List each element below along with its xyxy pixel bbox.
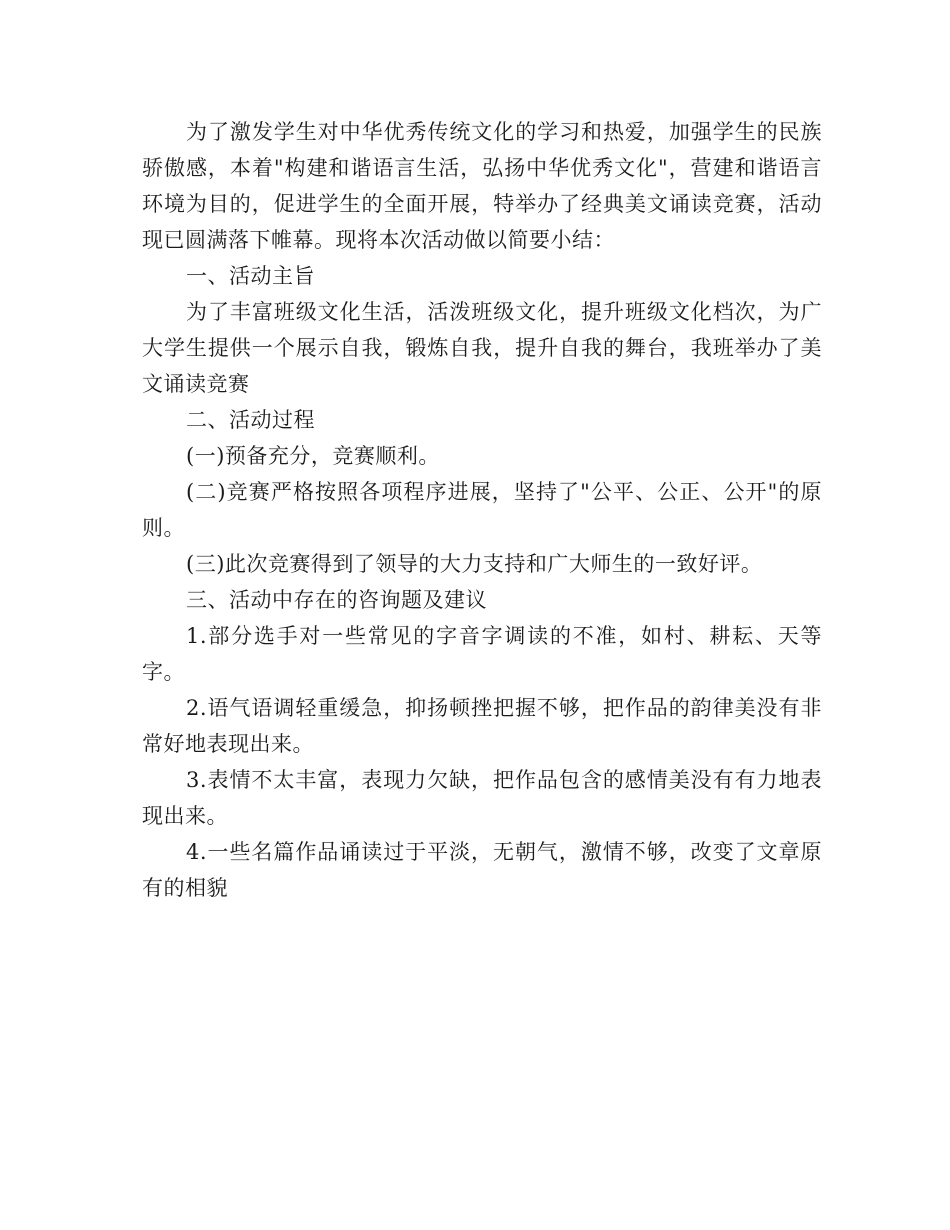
section-heading-issues: 三、活动中存在的咨询题及建议 — [186, 588, 487, 612]
purpose-paragraph: 为了丰富班级文化生活，活泼班级文化，提升班级文化档次，为广大学生提供一个展示自我，锻炼自我，提升自我的舞台，我班举办了美文诵读竞赛 — [142, 300, 822, 396]
section-heading-purpose: 一、活动主旨 — [186, 264, 315, 288]
section-heading-process: 二、活动过程 — [186, 408, 315, 432]
issue-item: 1.部分选手对一些常见的字音字调读的不准，如村、耕耘、天等字。 — [142, 624, 822, 684]
process-item: (三)此次竞赛得到了领导的大力支持和广大师生的一致好评。 — [186, 552, 763, 576]
process-item: (二)竞赛严格按照各项程序进展，坚持了"公平、公正、公开"的原则。 — [142, 480, 822, 540]
process-item: (一)预备充分，竞赛顺利。 — [186, 444, 440, 468]
issue-item: 3.表情不太丰富，表现力欠缺，把作品包含的感情美没有有力地表现出来。 — [142, 768, 822, 828]
intro-paragraph: 为了激发学生对中华优秀传统文化的学习和热爱，加强学生的民族骄傲感，本着"构建和谐语言生活，弘扬中华优秀文化"，营建和谐语言环境为目的，促进学生的全面开展，特举办了经典美文诵读竞赛，活动现已圆满落下帷幕。现将本次活动做以简要小结： — [142, 120, 822, 252]
document-body — [142, 114, 822, 906]
issue-item: 4.一些名篇作品诵读过于平淡，无朝气，激情不够，改变了文章原有的相貌 — [142, 840, 822, 900]
issue-item: 2.语气语调轻重缓急，抑扬顿挫把握不够，把作品的韵律美没有非常好地表现出来。 — [142, 696, 822, 756]
